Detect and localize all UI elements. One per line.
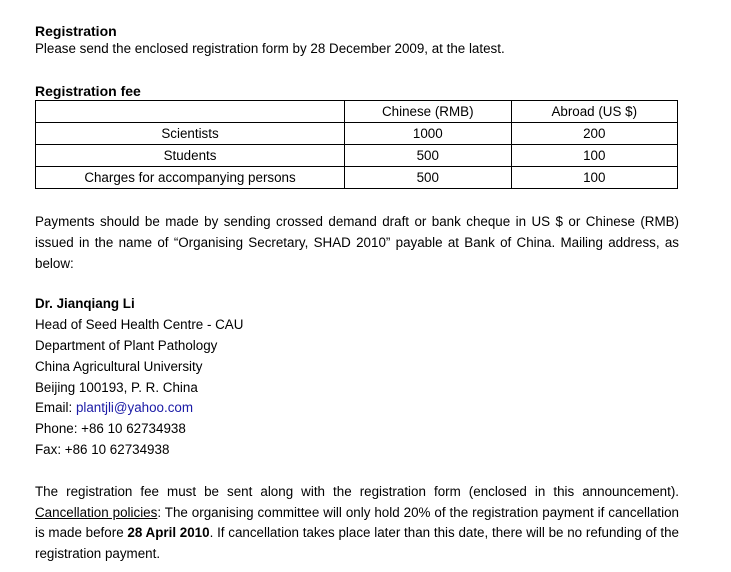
registration-section xyxy=(35,22,679,58)
table-row xyxy=(36,145,678,167)
closing-text: . If cancellation takes place later than this date, there will be no refunding of the registration payment. xyxy=(35,525,679,562)
table-cell: 100 xyxy=(511,145,677,167)
table-row xyxy=(36,123,678,145)
fee-table xyxy=(35,100,678,189)
payment-paragraph: Payments should be made by sending crossed demand draft or bank cheque in US $ or Chinese (RMB) issued in the name of “Organising Secretary, SHAD 2010” payable at Bank of China. Mailing address, as below: xyxy=(35,214,679,271)
table-header-cell: Abroad (US $) xyxy=(511,101,677,123)
document-page xyxy=(35,22,679,565)
table-cell: 500 xyxy=(345,167,511,189)
email-label: Email: xyxy=(35,400,76,416)
cancellation-policy-label: Cancellation policies xyxy=(35,504,158,520)
mailing-address xyxy=(35,294,679,460)
email-line xyxy=(35,398,679,419)
table-row xyxy=(36,167,678,189)
closing-text: : The organising committee will only hold 20% of the registration payment if cancellation is made before xyxy=(35,504,680,541)
table-cell: Students xyxy=(36,145,345,167)
contact-name: Dr. Jianqiang Li xyxy=(35,296,135,312)
table-cell: Charges for accompanying persons xyxy=(36,167,345,189)
table-header-cell xyxy=(36,101,345,123)
cancellation-deadline: 28 April 2010 xyxy=(127,525,210,541)
registration-title: Registration xyxy=(35,23,117,39)
phone-line: Phone: +86 10 62734938 xyxy=(35,421,186,437)
address-line: Department of Plant Pathology xyxy=(35,337,218,353)
email-link[interactable]: plantjli@yahoo.com xyxy=(75,400,193,416)
table-cell: Scientists xyxy=(36,123,345,145)
table-header-cell: Chinese (RMB) xyxy=(345,101,511,123)
address-line: Head of Seed Health Centre - CAU xyxy=(35,317,244,333)
table-cell: 1000 xyxy=(345,123,511,145)
address-line: China Agricultural University xyxy=(35,358,203,374)
closing-text: The registration fee must be sent along with the registration form (enclosed in this announcement). xyxy=(35,483,679,499)
table-cell: 100 xyxy=(511,167,677,189)
table-header-row xyxy=(36,101,678,123)
registration-fee-title: Registration fee xyxy=(35,83,141,99)
table-cell: 200 xyxy=(511,123,677,145)
registration-text: Please send the enclosed registration form by 28 December 2009, at the latest. xyxy=(35,41,505,56)
fax-line: Fax: +86 10 62734938 xyxy=(35,441,170,457)
closing-paragraph xyxy=(35,482,679,565)
address-line: Beijing 100193, P. R. China xyxy=(35,379,198,395)
table-cell: 500 xyxy=(345,145,511,167)
registration-fee-section xyxy=(35,82,679,189)
